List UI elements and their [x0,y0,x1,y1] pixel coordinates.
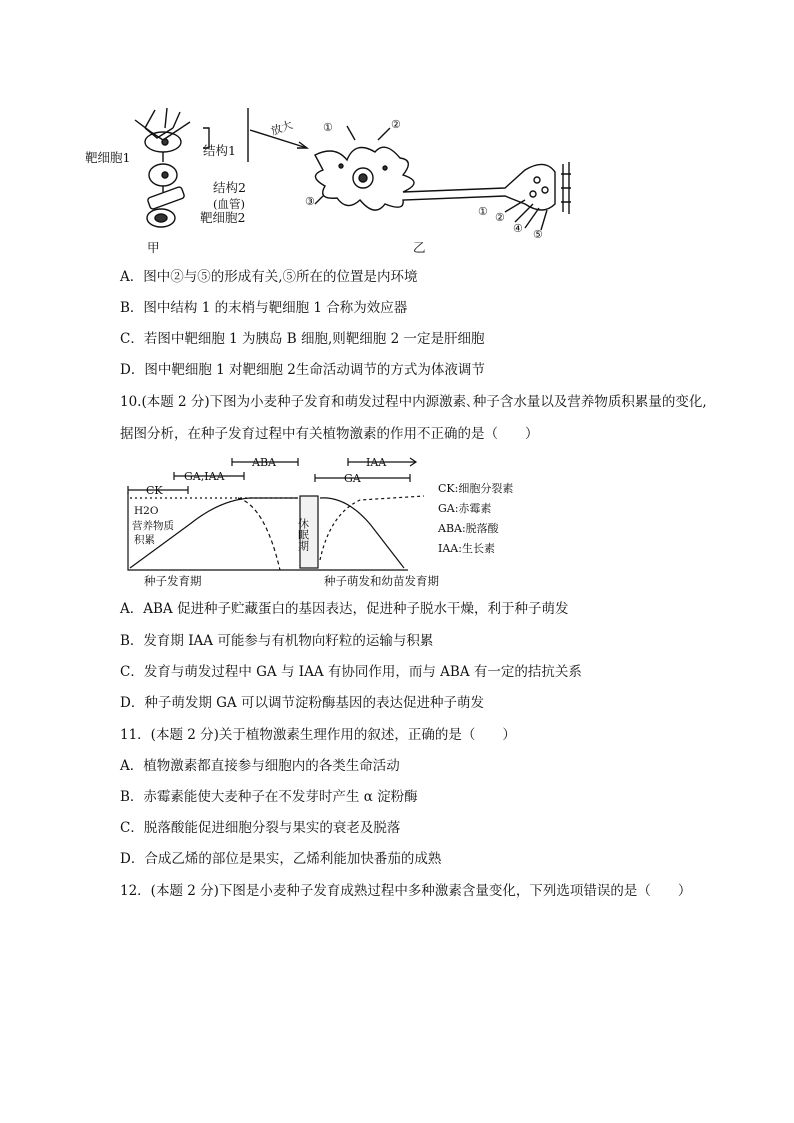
label-c2: ② [391,118,401,131]
germ-dashed [320,496,424,560]
q10-stem-line1: 10.(本题 2 分)下图为小麦种子发育和萌发过程中内源激素､种子含水量以及营养物质积累量的变化, [120,394,707,410]
label-ga-iaa: GA,IAA [184,470,225,483]
label-target2: 靶细胞2 [200,210,246,225]
label-jia: 甲 [147,240,160,255]
label-struct2: 结构2 [213,180,246,195]
q11-option-d: D．合成乙烯的部位是果实，乙烯利能加快番茄的成熟 [120,851,442,867]
germ-curve [320,498,404,568]
neuron-yi [315,126,571,230]
legend-ck: CK:细胞分裂素 [438,482,514,495]
q9-option-d: D．图中靶细胞 1 对靶细胞 2生命活动调节的方式为体液调节 [120,362,485,378]
q11-option-b: B．赤霉素能使大麦种子在不发芽时产生 α 淀粉酶 [120,789,418,805]
legend-ga: GA:赤霉素 [438,502,492,515]
label-period-germ: 种子萌发和幼苗发育期 [324,574,439,588]
q10-option-b: B．发育期 IAA 可能参与有机物向籽粒的运输与积累 [120,633,434,649]
label-enlarge: 放大 [269,118,295,138]
q11-stem: 11．(本题 2 分)关于植物激素生理作用的叙述，正确的是（ ） [120,727,516,743]
label-period-dev: 种子发育期 [144,574,202,588]
q12-stem: 12．(本题 2 分)下图是小麦种子发育成熟过程中多种激素含量变化，下列选项错误的是（ ） [120,883,692,899]
label-c4: ④ [513,222,523,235]
q10-option-d: D．种子萌发期 GA 可以调节淀粉酶基因的表达促进种子萌发 [120,695,484,711]
label-dormancy: 休眠期 [296,518,310,551]
label-iaa: IAA [366,456,387,469]
q10-option-c: C．发育与萌发过程中 GA 与 IAA 有协同作用，而与 ABA 有一定的拮抗关系 [120,664,582,680]
neuron-diagram [85,100,585,258]
hormone-diagram [120,452,540,590]
label-ga: GA [344,472,361,485]
legend-aba: ABA:脱落酸 [438,522,499,535]
label-c3: ③ [305,195,315,208]
label-nutrient-2: 积累 [134,534,155,546]
label-vessel: (血管) [213,197,245,211]
q9-option-b: B．图中结构 1 的末梢与靶细胞 1 合称为效应器 [120,300,408,316]
q11-option-a: A．植物激素都直接参与细胞内的各类生命活动 [120,758,400,774]
label-c5: ⑤ [533,228,543,241]
label-c2b: ② [495,211,505,224]
q11-option-c: C．脱落酸能促进细胞分裂与果实的衰老及脱落 [120,820,401,836]
label-ck: CK [146,484,163,497]
legend-iaa: IAA:生长素 [438,542,495,555]
label-c1b: ① [478,205,488,218]
label-struct1: 结构1 [203,143,236,158]
neuron-jia [135,108,209,227]
range-ga [315,474,410,482]
q10-stem-line2: 据图分析，在种子发育过程中有关植物激素的作用不正确的是（ ） [120,426,539,442]
q9-option-a: A．图中②与⑤的形成有关,⑤所在的位置是内环境 [120,269,418,285]
q10-option-a: A．ABA 促进种子贮藏蛋白的基因表达，促进种子脱水干燥，利于种子萌发 [120,601,569,617]
label-c1: ① [323,121,333,134]
label-nutrient-1: 营养物质 [132,520,174,532]
q9-option-c: C．若图中靶细胞 1 为胰岛 B 细胞,则靶细胞 2 一定是肝细胞 [120,331,485,347]
label-h2o: H2O [134,505,159,517]
label-yi: 乙 [413,240,426,255]
label-aba: ABA [252,456,276,469]
hormone-dashed-dev [238,498,280,570]
label-target1: 靶细胞1 [85,150,131,165]
